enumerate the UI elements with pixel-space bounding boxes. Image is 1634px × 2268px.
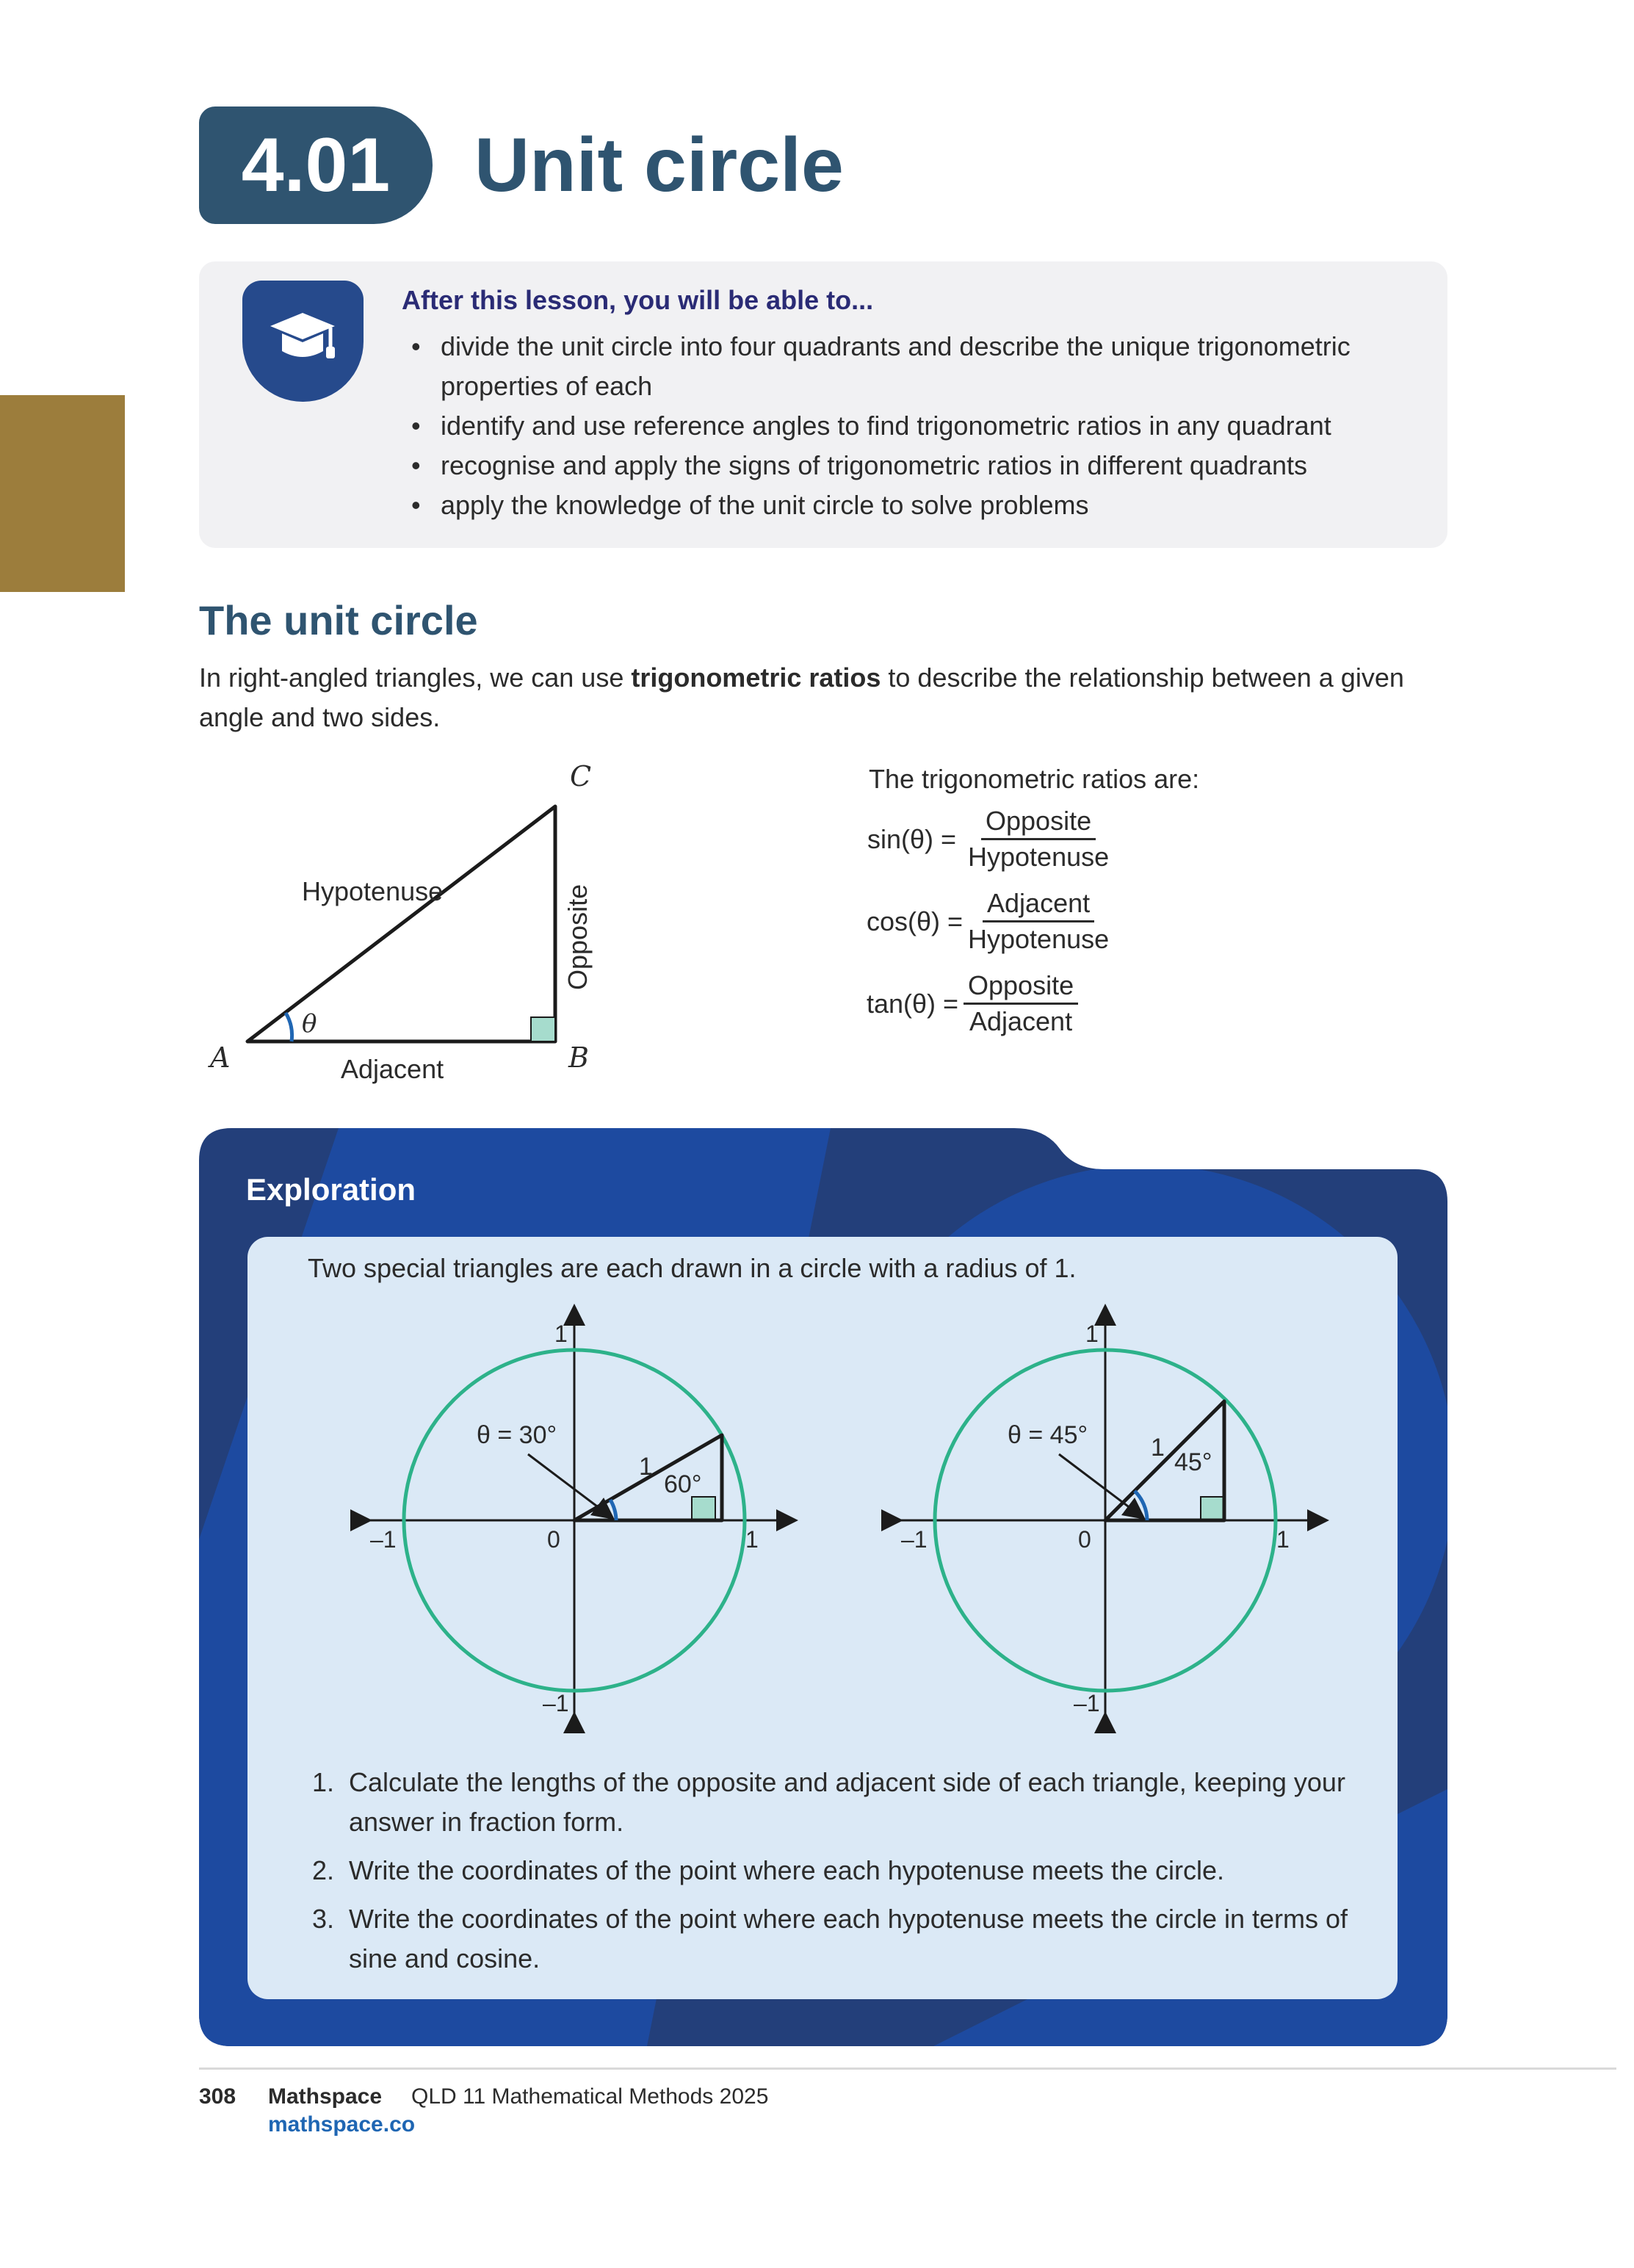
unit-circle-30-degrees [361, 1315, 787, 1722]
hypotenuse-label: 1 [1151, 1434, 1165, 1462]
axis-label-x-pos: 1 [745, 1526, 759, 1553]
theta-arc [610, 1500, 616, 1520]
ratio-name: sin(θ) = [867, 823, 956, 854]
theta-pointer [528, 1454, 606, 1513]
ratio-name: cos(θ) = [867, 906, 964, 936]
cos-ratio [867, 886, 1113, 956]
vertex-c-label: C [570, 760, 592, 792]
intro-text: In right-angled triangles, we can use [199, 662, 632, 693]
ratio-name: tan(θ) = [867, 988, 959, 1019]
objective-item: • apply the knowledge of the unit circle to solve problems [411, 485, 1439, 525]
task-number: 2. [312, 1855, 335, 1885]
lesson-number-badge: 4.01 [199, 106, 433, 224]
vertex-a-label: A [210, 1041, 231, 1074]
ratio-fraction [964, 969, 1078, 1039]
section-heading: The unit circle [199, 597, 478, 643]
task-text: Write the coordinates of the point where each hypotenuse meets the circle. [349, 1855, 1225, 1885]
task-item [312, 1851, 1355, 1890]
axis-label-x-neg: –1 [370, 1526, 397, 1553]
axis-label-y-neg: –1 [543, 1690, 569, 1716]
exploration-title: Exploration [246, 1172, 416, 1207]
ratio-fraction [964, 804, 1113, 874]
theta-label: θ = 45° [1008, 1421, 1088, 1449]
angle-60-label: 60° [664, 1470, 702, 1498]
adjacent-label: Adjacent [341, 1054, 444, 1084]
ratio-fraction [964, 886, 1113, 956]
origin-label: 0 [547, 1526, 560, 1553]
exploration-intro: Two special triangles are each drawn in a circle with a radius of 1. [308, 1253, 1077, 1283]
exploration-tasks [312, 1763, 1355, 1987]
intro-bold-term: trigonometric ratios [631, 662, 881, 693]
axis-label-y-pos: 1 [1085, 1321, 1099, 1347]
theta-label: θ = 30° [477, 1421, 557, 1449]
sin-ratio [867, 804, 1113, 874]
right-angle-marker [531, 1017, 555, 1041]
opposite-label: Opposite [563, 884, 593, 990]
objective-item: • recognise and apply the signs of trigonometric ratios in different quadrants [411, 446, 1439, 485]
right-angle-marker [692, 1497, 715, 1520]
task-item [312, 1899, 1355, 1979]
task-text: Write the coordinates of the point where each hypotenuse meets the circle in terms of sine and cosine. [349, 1904, 1348, 1973]
unit-circle-diagrams [247, 1300, 1398, 1748]
ratios-intro: The trigonometric ratios are: [869, 764, 1200, 794]
task-text: Calculate the lengths of the opposite and adjacent side of each triangle, keeping your answer in fraction form. [349, 1767, 1345, 1837]
task-number: 1. [312, 1767, 335, 1797]
fraction-numerator: Adjacent [983, 886, 1094, 922]
footer-brand: Mathspace [268, 2084, 383, 2109]
fraction-denominator: Hypotenuse [968, 924, 1110, 954]
fraction-numerator: Opposite [981, 804, 1096, 840]
task-item [312, 1763, 1355, 1842]
footer-website-link[interactable]: mathspace.co [268, 2112, 416, 2137]
fraction-denominator: Adjacent [969, 1006, 1073, 1036]
objectives-heading: After this lesson, you will be able to... [402, 285, 874, 315]
right-angle-marker [1201, 1497, 1224, 1520]
origin-label: 0 [1078, 1526, 1091, 1553]
right-triangle-diagram [199, 756, 640, 1102]
theta-arc [286, 1013, 292, 1041]
axis-label-x-pos: 1 [1276, 1526, 1290, 1553]
axis-label-x-neg: –1 [901, 1526, 928, 1553]
fraction-numerator: Opposite [964, 969, 1078, 1005]
axis-label-y-neg: –1 [1074, 1690, 1100, 1716]
intro-text-end: to describe the relationship between a given angle and two sides. [199, 662, 1404, 732]
angle-45-label: 45° [1174, 1448, 1212, 1476]
vertex-b-label: B [568, 1041, 589, 1074]
graduation-cap-icon [242, 281, 364, 402]
unit-circle-45-degrees [892, 1315, 1318, 1722]
intro-paragraph [199, 658, 1447, 737]
fraction-denominator: Hypotenuse [968, 842, 1110, 872]
theta-arc [1135, 1491, 1147, 1520]
objective-item: • identify and use reference angles to find trigonometric ratios in any quadrant [411, 406, 1439, 446]
objective-item: • divide the unit circle into four quadrants and describe the unique trigonometric properties of each [411, 327, 1439, 406]
objectives-list [411, 327, 1439, 525]
footer-divider [199, 2067, 1616, 2070]
footer-book-title: QLD 11 Mathematical Methods 2025 [411, 2084, 769, 2109]
theta-pointer [1059, 1454, 1137, 1513]
task-number: 3. [312, 1904, 335, 1934]
axis-label-y-pos: 1 [554, 1321, 568, 1347]
page-number: 308 [199, 2084, 236, 2109]
theta-label: θ [302, 1009, 317, 1039]
hypotenuse-label: Hypotenuse [302, 876, 444, 906]
lesson-title: Unit circle [474, 123, 844, 208]
hypotenuse-label: 1 [639, 1453, 653, 1481]
tan-ratio [867, 969, 1078, 1039]
chapter-side-tab [0, 395, 125, 592]
triangle-shape [247, 806, 555, 1041]
